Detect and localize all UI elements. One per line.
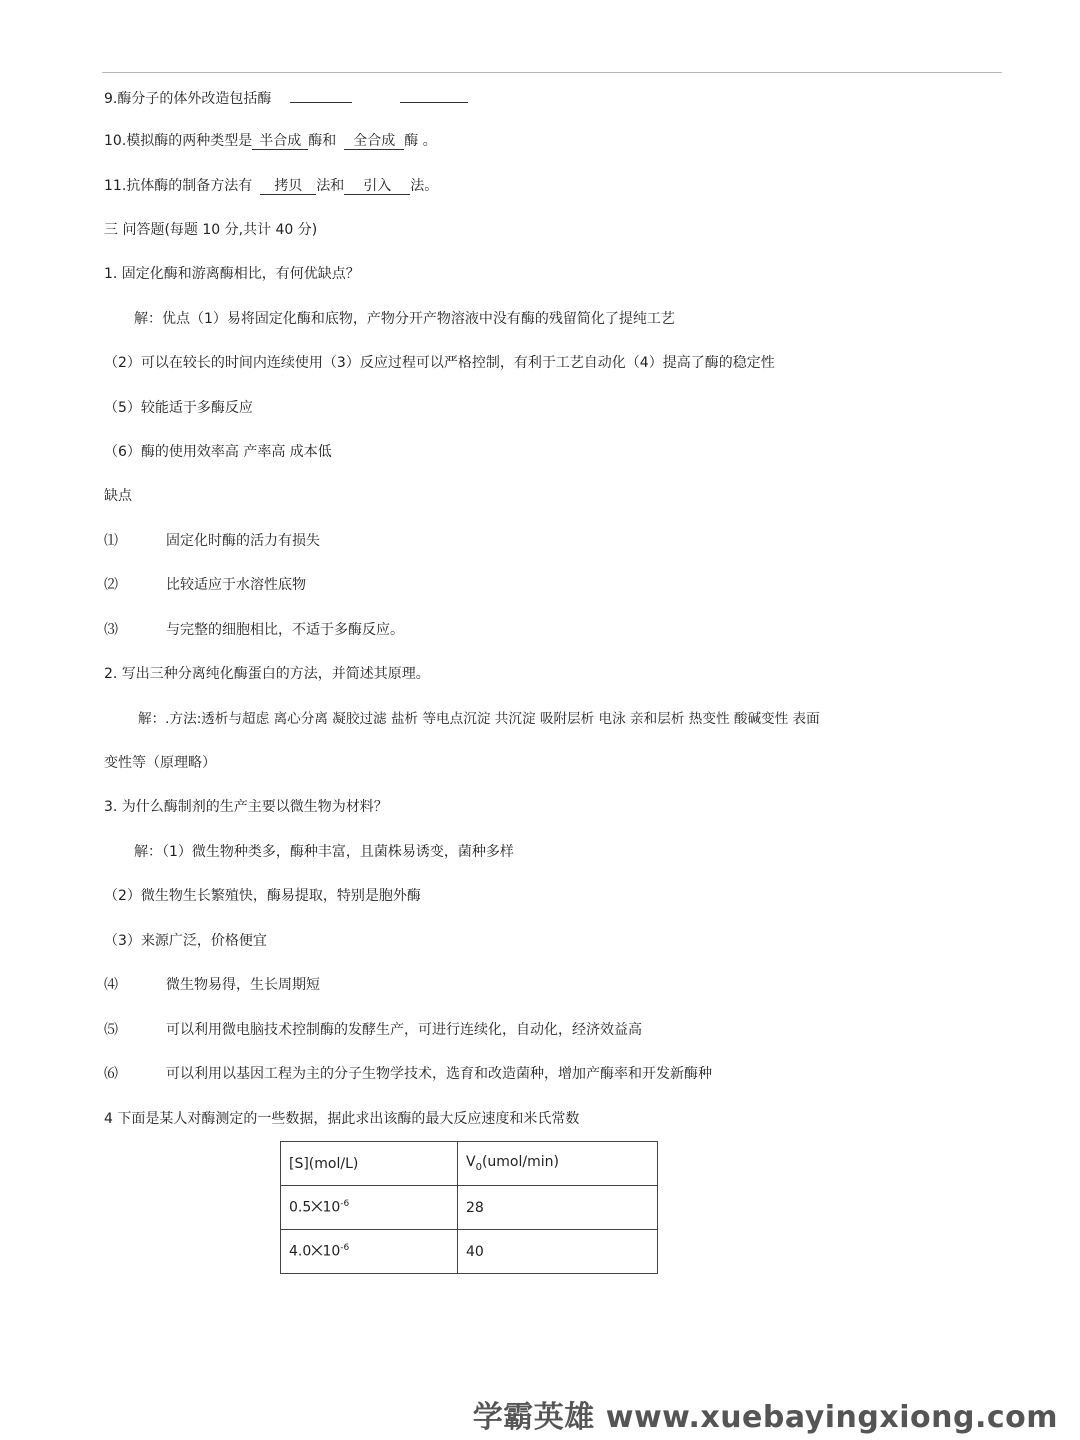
problem-3-question: 3. 为什么酶制剂的生产主要以微生物为材料？ <box>104 799 388 815</box>
top-rule <box>102 72 1002 73</box>
problem-3-item: ⑹ 可以利用以基因工程为主的分子生物学技术，选育和改造菌种，增加产酶率和开发新酶种 <box>104 1066 712 1082</box>
q10-answer-1: 半合成 <box>252 133 308 150</box>
table-row <box>281 1230 658 1274</box>
problem-2-question: 2. 写出三种分离纯化酶蛋白的方法，并简述其原理。 <box>104 666 430 682</box>
problem-4-question: 4 下面是某人对酶测定的一些数据，据此求出该酶的最大反应速度和米氏常数 <box>104 1111 580 1127</box>
q9-text: 9.酶分子的体外改造包括酶 <box>104 91 272 107</box>
problem-3-answer-line: （2）微生物生长繁殖快，酶易提取，特别是胞外酶 <box>104 888 421 904</box>
problem-1-answer-line: （2）可以在较长的时间内连续使用（3）反应过程可以严格控制，有利于工艺自动化（4）提高了酶的稳定性 <box>104 355 775 371</box>
watermark: 学霸英雄 www.xuebayingxiong.com <box>472 1400 1058 1435</box>
q11-answer-1: 拷贝 <box>260 178 316 195</box>
problem-1-question: 1. 固定化酶和游离酶相比，有何优缺点？ <box>104 266 360 282</box>
table-cell: $4.0⨉10^{-6}$ <box>281 1230 458 1274</box>
question-11: 11.抗体酶的制备方法有 拷贝 法和 引入 法。 <box>104 178 439 194</box>
q9-blank-1 <box>290 87 352 103</box>
problem-2-answer-line: 变性等（原理略） <box>104 755 216 771</box>
defect-item: ⑵ 比较适应于水溶性底物 <box>104 577 306 593</box>
question-10: 10.模拟酶的两种类型是 半合成 酶和 全合成 酶 。 <box>104 133 437 149</box>
table-header-cell: $V_0(umol/\min)$ <box>458 1142 658 1186</box>
problem-3-item: ⑷ 微生物易得，生长周期短 <box>104 977 320 993</box>
defect-item: ⑴ 固定化时酶的活力有损失 <box>104 533 320 549</box>
problem-1-answer-line: （6）酶的使用效率高 产率高 成本低 <box>104 444 332 460</box>
table-cell: $0.5⨉10^{-6}$ <box>281 1186 458 1230</box>
q11-answer-2: 引入 <box>344 178 410 195</box>
problem-2-answer-line: 解：.方法:透析与超虑 离心分离 凝胶过滤 盐析 等电点沉淀 共沉淀 吸附层析 电泳 亲和层析 热变性 酸碱变性 表面 <box>138 711 820 727</box>
section-heading: 三 问答题(每题 10 分,共计 40 分) <box>104 222 318 238</box>
table-cell: 28 <box>458 1186 658 1230</box>
table-row <box>281 1186 658 1230</box>
table-cell: 40 <box>458 1230 658 1274</box>
defect-item: ⑶ 与完整的细胞相比，不适于多酶反应。 <box>104 622 404 638</box>
q9-blank-2 <box>400 87 468 103</box>
table-header-cell: [S](mol/L) <box>281 1142 458 1186</box>
data-table <box>280 1141 658 1274</box>
problem-3-answer-line: （3）来源广泛，价格便宜 <box>104 933 267 949</box>
q10-answer-2: 全合成 <box>344 133 404 150</box>
defects-title: 缺点 <box>104 488 132 504</box>
problem-3-item: ⑸ 可以利用微电脑技术控制酶的发酵生产，可进行连续化，自动化，经济效益高 <box>104 1022 642 1038</box>
table-header-row <box>281 1142 658 1186</box>
problem-1-answer-line: （5）较能适于多酶反应 <box>104 400 253 416</box>
problem-3-answer-line: 解：（1）微生物种类多，酶种丰富，且菌株易诱变，菌种多样 <box>134 844 514 860</box>
problem-1-answer-line: 解：优点（1）易将固定化酶和底物，产物分开产物溶液中没有酶的残留简化了提纯工艺 <box>134 311 675 327</box>
question-9 <box>104 87 468 109</box>
